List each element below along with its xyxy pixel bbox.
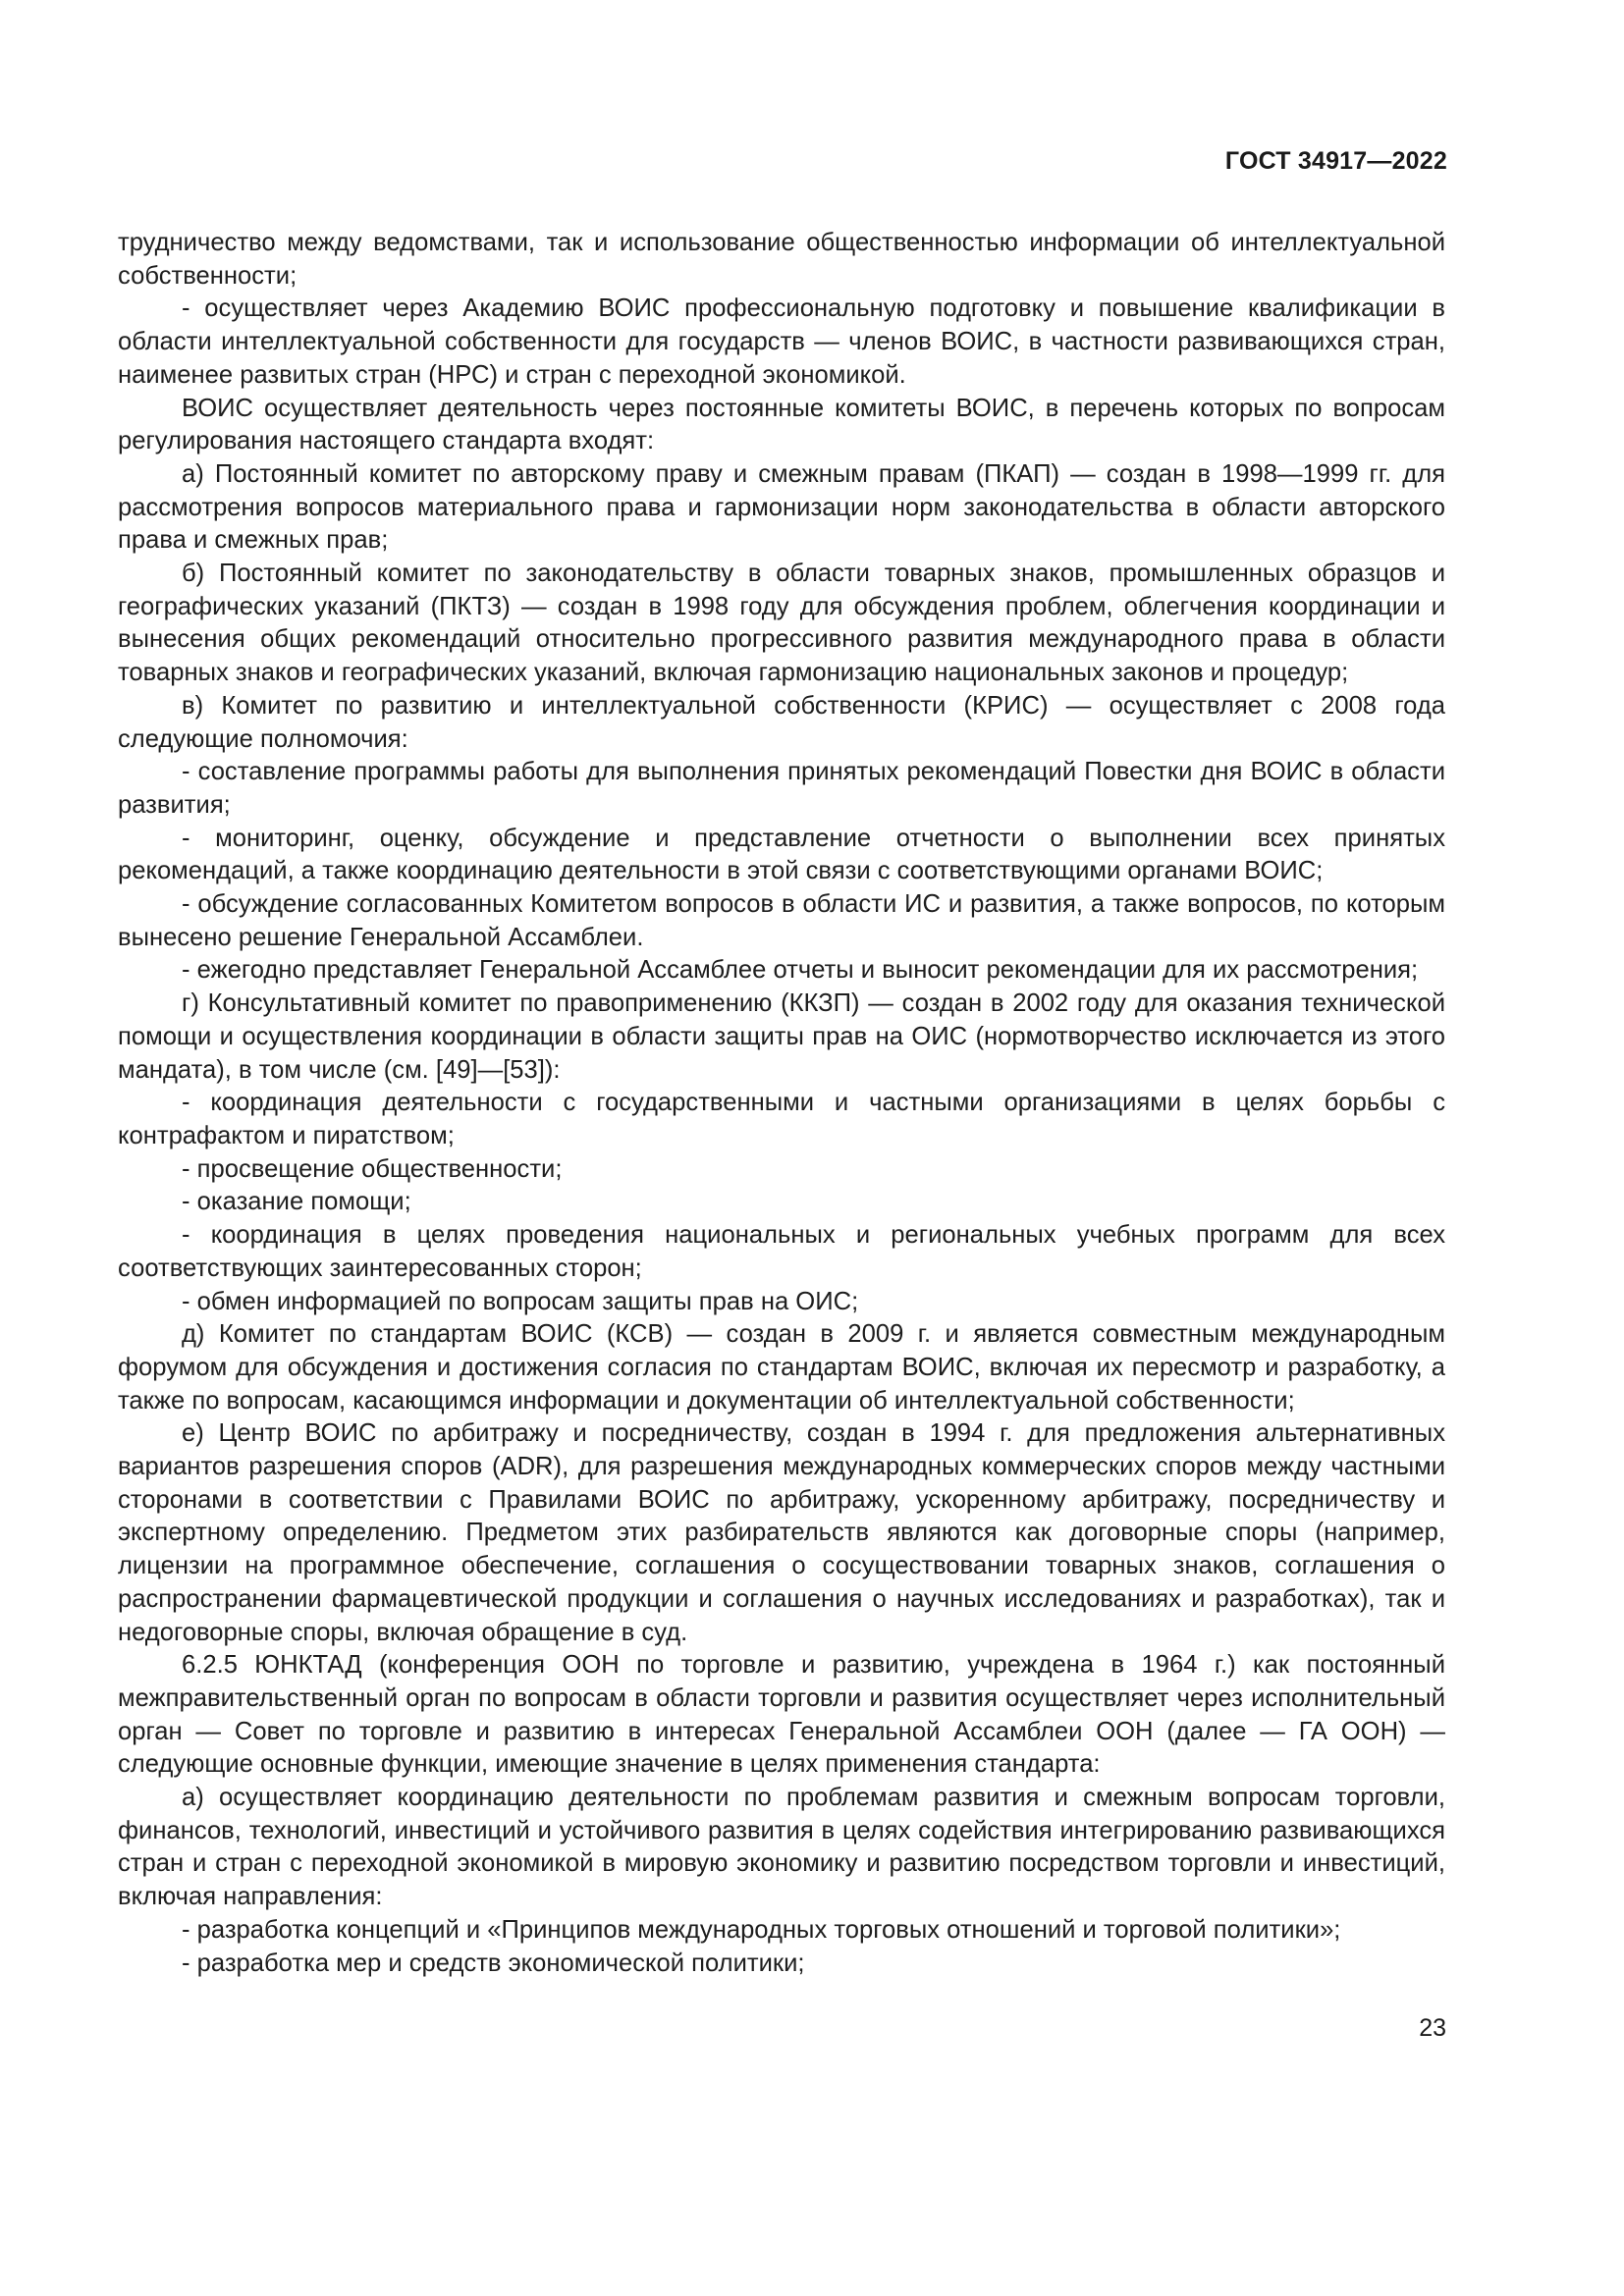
paragraph: 6.2.5 ЮНКТАД (конференция ООН по торговле и развитию, учреждена в 1964 г.) как постоянный межправительственный орган по вопросам в области торговли и развития осуществляет через исполнительный орган — Совет по торговле и развитию в интересах Генеральной Ассамблеи ООН (далее — ГА ООН) — следующие основные функции, имеющие значение в целях применения стандарта:	[118, 1651, 1445, 1779]
paragraph: - ежегодно представляет Генеральной Ассамблее отчеты и выносит рекомендации для их рассмотрения;	[182, 956, 1419, 985]
document-header: ГОСТ 34917—2022	[1224, 147, 1447, 175]
paragraph: а) Постоянный комитет по авторскому праву и смежным правам (ПКАП) — создан в 1998—1999 гг. для рассмотрения вопросов материального права и гармонизации норм законодательства в области авторского права и смежных прав;	[118, 459, 1445, 555]
paragraph: - оказание помощи;	[182, 1188, 411, 1216]
document-body	[118, 227, 1445, 1980]
paragraph: трудничество между ведомствами, так и использование общественностью информации об интеллектуальной собственности;	[118, 229, 1445, 290]
paragraph: - составление программы работы для выполнения принятых рекомендаций Повестки дня ВОИС в области развития;	[118, 758, 1445, 819]
paragraph: - просвещение общественности;	[182, 1154, 563, 1183]
paragraph: - обмен информацией по вопросам защиты прав на ОИС;	[182, 1287, 859, 1315]
paragraph: в) Комитет по развитию и интеллектуальной собственности (КРИС) — осуществляет с 2008 года следующие полномочия:	[118, 691, 1445, 753]
paragraph: - осуществляет через Академию ВОИС профессиональную подготовку и повышение квалификации в области интеллектуальной собственности для государств — членов ВОИС, в частности развивающихся стран, наименее развитых стран (НРС) и стран с переходной экономикой.	[118, 294, 1445, 389]
page-number: 23	[1419, 2014, 1446, 2042]
paragraph: г) Консультативный комитет по правоприменению (ККЗП) — создан в 2002 году для оказания технической помощи и осуществления координации в области защиты прав на ОИС (нормотворчество исключается из этого мандата), в том числе (см. [49]—[53]):	[118, 989, 1445, 1084]
paragraph: - обсуждение согласованных Комитетом вопросов в области ИС и развития, а также вопросов, по которым вынесено решение Генеральной Ассамблеи.	[118, 890, 1445, 951]
paragraph: а) осуществляет координацию деятельности по проблемам развития и смежным вопросам торговли, финансов, технологий, инвестиций и устойчивого развития в целях содействия интегрированию развивающихся стран и стран с переходной экономикой в мировую экономику и развитию посредством торговли и инвестиций, включая направления:	[118, 1784, 1445, 1911]
paragraph: - разработка мер и средств экономической политики;	[182, 1949, 805, 1977]
paragraph: ВОИС осуществляет деятельность через постоянные комитеты ВОИС, в перечень которых по вопросам регулирования настоящего стандарта входят:	[118, 394, 1445, 455]
paragraph: - разработка концепций и «Принципов международных торговых отношений и торговой политики»;	[182, 1915, 1341, 1944]
paragraph: д) Комитет по стандартам ВОИС (КСВ) — создан в 2009 г. и является совместным международным форумом для обсуждения и достижения согласия по стандартам ВОИС, включая их пересмотр и разработку, а также по вопросам, касающимся информации и документации об интеллектуальной собственности;	[118, 1320, 1445, 1415]
paragraph: - координация в целях проведения национальных и региональных учебных программ для всех соответствующих заинтересованных сторон;	[118, 1221, 1445, 1282]
paragraph: б) Постоянный комитет по законодательству в области товарных знаков, промышленных образцов и географических указаний (ПКТЗ) — создан в 1998 году для обсуждения проблем, облегчения координации и вынесения общих рекомендаций относительно прогрессивного развития международного права в области товарных знаков и географических указаний, включая гармонизацию национальных законов и процедур;	[118, 560, 1445, 687]
paragraph: - мониторинг, оценку, обсуждение и представление отчетности о выполнении всех принятых рекомендаций, а также координацию деятельности в этой связи с соответствующими органами ВОИС;	[118, 824, 1445, 885]
paragraph: е) Центр ВОИС по арбитражу и посредничеству, создан в 1994 г. для предложения альтернативных вариантов разрешения споров (ADR), для разрешения международных коммерческих споров между частными сторонами в соответствии с Правилами ВОИС по арбитражу, ускоренному арбитражу, посредничеству и экспертному определению. Предметом этих разбирательств являются как договорные споры (например, лицензии на программное обеспечение, соглашения о сосуществовании товарных знаков, соглашения о распространении фармацевтической продукции и соглашения о научных исследованиях и разработках), так и недоговорные споры, включая обращение в суд.	[118, 1419, 1445, 1646]
paragraph: - координация деятельности с государственными и частными организациями в целях борьбы с контрафактом и пиратством;	[118, 1089, 1445, 1149]
